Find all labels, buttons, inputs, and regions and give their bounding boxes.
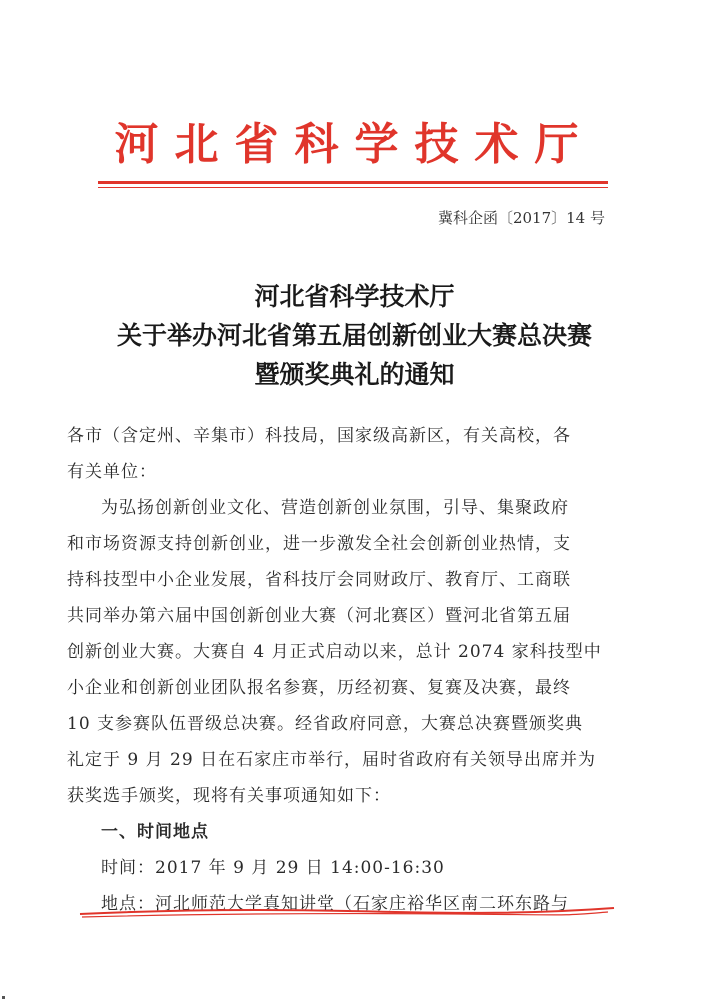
red-pen-underline-mark — [78, 905, 618, 919]
paragraph-line: 礼定于 9 月 29 日在石家庄市举行，届时省政府有关领导出席并为 — [67, 750, 597, 770]
title-line-1: 河北省科学技术厅 — [254, 282, 455, 311]
letterhead-red-rule-thick — [98, 181, 608, 184]
place-line: 地点：河北师范大学真知讲堂（石家庄裕华区南二环东路与 — [101, 894, 569, 914]
paragraph-line: 和市场资源支持创新创业，进一步激发全社会创新创业热情，支 — [67, 534, 571, 554]
paragraph-line: 创新创业大赛。大赛自 4 月正式启动以来，总计 2074 家科技型中 — [67, 642, 602, 662]
paragraph-line: 10 支参赛队伍晋级总决赛。经省政府同意，大赛总决赛暨颁奖典 — [67, 714, 584, 734]
paragraph-line: 获奖选手颁奖，现将有关事项通知如下： — [67, 786, 391, 806]
letterhead-red-rule-thin — [98, 187, 608, 188]
title-line-2: 关于举办河北省第五届创新创业大赛总决赛 — [116, 321, 592, 350]
title-line-3: 暨颁奖典礼的通知 — [254, 360, 455, 389]
letterhead-org-name: 河北省科学技术厅 — [114, 119, 595, 170]
paragraph-line: 小企业和创新创业团队报名参赛，历经初赛、复赛及决赛，最终 — [67, 678, 571, 698]
addressee-line-1: 各市（含定州、辛集市）科技局，国家级高新区，有关高校，各 — [67, 426, 571, 446]
paragraph-line: 持科技型中小企业发展，省科技厅会同财政厅、教育厅、工商联 — [67, 570, 571, 590]
time-line: 时间：2017 年 9 月 29 日 14:00-16:30 — [101, 858, 445, 878]
addressee-line-2: 有关单位： — [67, 462, 157, 482]
section-heading-time-place: 一、时间地点 — [101, 822, 209, 842]
document-body — [67, 418, 612, 922]
document-title — [0, 277, 709, 394]
paragraph-line: 为弘扬创新创业文化、营造创新创业氛围，引导、集聚政府 — [101, 498, 569, 518]
paragraph-line: 共同举办第六届中国创新创业大赛（河北赛区）暨河北省第五届 — [67, 606, 571, 626]
document-number: 冀科企函〔2017〕14 号 — [437, 209, 605, 227]
scan-speck — [2, 996, 5, 999]
